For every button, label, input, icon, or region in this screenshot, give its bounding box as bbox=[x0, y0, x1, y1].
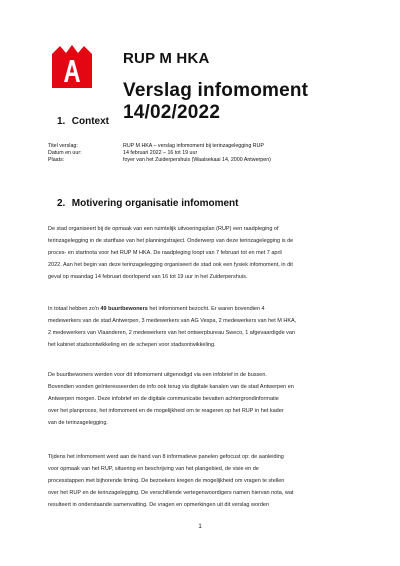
meta-key: Plaats: bbox=[48, 157, 65, 164]
text-run: In totaal hebben zo'n bbox=[48, 306, 101, 312]
logo-crown-shape bbox=[52, 45, 92, 88]
paragraph-line: geval op maandag 14 februari doorlopend van 16 tot 19 uur in het Zuiderpershuis. bbox=[48, 274, 248, 281]
meta-row-date bbox=[48, 150, 271, 157]
section-number: 2. bbox=[57, 198, 66, 209]
meta-row-place bbox=[48, 157, 271, 164]
meta-value: 14 februari 2022 – 16 tot 19 uur bbox=[123, 150, 198, 157]
paragraph-line: van de terinzagelegging. bbox=[48, 420, 108, 427]
paragraph-line: Antwerpen morgen. Deze infobrief en de digitale communicatie bevatten achtergrondinformatie bbox=[48, 396, 279, 403]
meta-key: Titel verslag: bbox=[48, 143, 78, 149]
paragraph-line: het kabinet stadsontwikkeling en de schepen voor stadsontwikkeling. bbox=[48, 342, 216, 349]
paragraph bbox=[48, 223, 352, 283]
paragraph bbox=[48, 369, 352, 429]
paragraph-line: medewerkers van de stad Antwerpen, 3 medewerkers van AG Vespa, 2 medewerkers van het M HKA, bbox=[48, 318, 297, 325]
paragraph-line: terinzagelegging in de startfase van het planningstraject. Onderwerp van deze terinzagelegging is de bbox=[48, 238, 294, 245]
paragraph-line: over het planproces, het infomoment en de mogelijkheid om te reageren op het RUP in het kader bbox=[48, 408, 284, 415]
meta-value: foyer van het Zuiderpershuis (Waalsekaai 14, 2000 Antwerpen) bbox=[123, 157, 271, 164]
paragraph-line: 2 medewerkers van Vlaanderen, 2 medewerkers van het ontwerpbureau Sweco, 1 afgevaardigde van bbox=[48, 330, 296, 337]
section-heading-context bbox=[57, 116, 109, 127]
city-of-antwerp-logo bbox=[50, 44, 94, 90]
paragraph-line: voor opmaak van het RUP, situering en beschrijving van het plangebied, de visie en de bbox=[48, 466, 259, 473]
paragraph-line: over het RUP en de terinzagelegging. De verschillende vertegenwoordigers namen hiervan nota, wat bbox=[48, 490, 294, 497]
section-title: Context bbox=[71, 116, 110, 127]
paragraph bbox=[48, 303, 352, 351]
document-subtitle: Verslag infomoment 14/02/2022 bbox=[123, 80, 309, 123]
meta-table bbox=[48, 143, 271, 165]
paragraph-line: proces- en startnota voor het RUP M HKA. De raadpleging loopt van 7 februari tot en met 7 april bbox=[48, 250, 282, 257]
paragraph-line: resulteert in onderstaande samenvatting. De vragen en opmerkingen uit dit verslag worden bbox=[48, 502, 270, 509]
meta-value: RUP M HKA – verslag infomoment bij terinzagelegging RUP bbox=[123, 143, 264, 149]
paragraph-line: Tijdens het infomoment werd aan de hand van 8 informatieve panelen gefocust op: de aanleiding bbox=[48, 454, 284, 460]
paragraph-line: 2022. Aan het begin van deze terinzagelegging organiseert de stad ook een fysiek infomoment, in dit bbox=[48, 262, 293, 269]
paragraph-line: De buurtbewoners werden voor dit infomoment uitgenodigd via een infobrief in de bussen. bbox=[48, 372, 267, 378]
paragraph-line: processtappen met bijhorende timing. De bezoekers kregen de mogelijkheid om vragen te stellen bbox=[48, 478, 285, 485]
section-heading-motivation bbox=[57, 198, 238, 209]
paragraph-line: De stad organiseert bij de opmaak van een ruimtelijk uitvoeringsplan (RUP) een raadpleging of bbox=[48, 226, 279, 232]
section-number: 1. bbox=[57, 116, 66, 127]
bold-text-run: 49 buurtbewoners bbox=[100, 306, 148, 312]
document-title: RUP M HKA bbox=[123, 50, 210, 67]
text-run: het infomoment bezocht. Er waren bovendien 4 bbox=[147, 306, 265, 312]
meta-row-title bbox=[48, 143, 271, 150]
paragraph-line-rich bbox=[48, 303, 352, 315]
page-number: 1 bbox=[198, 523, 202, 530]
paragraph-line: Bovendien vonden geïnteresseerden de info ook terug via digitale kanalen van de stad Antwerpen en bbox=[48, 384, 294, 391]
paragraph bbox=[48, 451, 352, 511]
meta-key: Datum en uur: bbox=[48, 150, 82, 157]
section-title: Motivering organisatie infomoment bbox=[71, 198, 239, 209]
